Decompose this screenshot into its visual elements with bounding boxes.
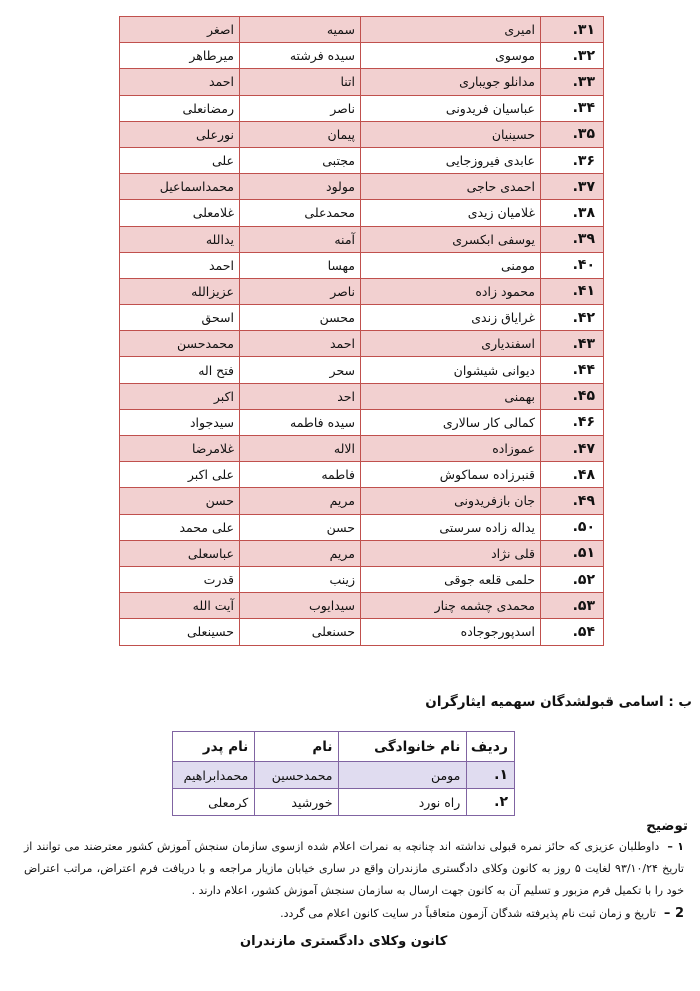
last-name-cell: عابدی فیروزجایی [361, 147, 541, 173]
father-name-cell: محمدحسن [120, 331, 240, 357]
table-row [120, 436, 604, 462]
last-name-cell: احمدی حاجی [361, 174, 541, 200]
first-name-cell: فاطمه [240, 462, 361, 488]
father-name-cell: عباسعلی [120, 540, 240, 566]
row-number: ۳۲. [541, 43, 604, 69]
last-name-cell: اسفندیاری [361, 331, 541, 357]
row-number: ۵۳. [541, 593, 604, 619]
last-name-cell: دیوانی شیشوان [361, 357, 541, 383]
table-row [120, 17, 604, 43]
father-name-cell: حسن [120, 488, 240, 514]
table-row [120, 540, 604, 566]
note-item [24, 836, 684, 902]
first-name-cell: سیده فاطمه [240, 409, 361, 435]
row-number: ۳۳. [541, 69, 604, 95]
note-item [24, 903, 684, 925]
note-marker: ۱ – [667, 840, 684, 853]
first-name-cell: ناصر [240, 95, 361, 121]
father-name-cell: میرطاهر [120, 43, 240, 69]
row-number: ۵۲. [541, 566, 604, 592]
table-row [120, 383, 604, 409]
last-name-cell: موسوی [361, 43, 541, 69]
father-name-cell: اصغر [120, 17, 240, 43]
first-name-cell: الاله [240, 436, 361, 462]
father-name-cell: اسحق [120, 305, 240, 331]
table-row [120, 357, 604, 383]
father-name-cell: علی اکبر [120, 462, 240, 488]
row-number: ۱. [467, 762, 515, 789]
table-row [120, 488, 604, 514]
row-number: ۴۰. [541, 252, 604, 278]
row-number: ۳۵. [541, 121, 604, 147]
accepted-list-table [119, 16, 604, 646]
row-number: ۳۹. [541, 226, 604, 252]
row-number: ۳۶. [541, 147, 604, 173]
last-name-cell: حسینیان [361, 121, 541, 147]
last-name-cell: غلامیان زیدی [361, 200, 541, 226]
row-number: ۵۴. [541, 619, 604, 645]
table-row [120, 566, 604, 592]
row-number: ۴۶. [541, 409, 604, 435]
header-father-name: نام پدر [173, 732, 255, 762]
note-text: تاریخ و زمان ثبت نام پذیرفته شدگان آزمون متعاقباً در سایت کانون اعلام می گردد. [280, 907, 656, 920]
row-number: ۴۴. [541, 357, 604, 383]
father-name-cell: احمد [120, 69, 240, 95]
father-name-cell: عزیزالله [120, 278, 240, 304]
father-name-cell: سیدجواد [120, 409, 240, 435]
notes-title: توضیح [646, 818, 688, 834]
first-name-cell: احمد [240, 331, 361, 357]
table-row [120, 200, 604, 226]
table-row [120, 43, 604, 69]
last-name-cell: راه نورد [339, 789, 467, 816]
table-row [120, 462, 604, 488]
row-number: ۵۰. [541, 514, 604, 540]
row-number: ۳۸. [541, 200, 604, 226]
last-name-cell: مومنی [361, 252, 541, 278]
table-row [120, 619, 604, 645]
row-number: ۴۸. [541, 462, 604, 488]
first-name-cell: حسن [240, 514, 361, 540]
table-row [120, 174, 604, 200]
first-name-cell: سحر [240, 357, 361, 383]
father-name-cell: محمدابراهیم [173, 762, 255, 789]
last-name-cell: بهمنی [361, 383, 541, 409]
last-name-cell: اسدپورجوجاده [361, 619, 541, 645]
father-name-cell: محمداسماعیل [120, 174, 240, 200]
table-row [120, 69, 604, 95]
last-name-cell: یداله زاده سرستی [361, 514, 541, 540]
first-name-cell: مجتبی [240, 147, 361, 173]
signature: کانون وکلای دادگستری مازندران [240, 934, 448, 949]
first-name-cell: ناصر [240, 278, 361, 304]
row-number: ۲. [467, 789, 515, 816]
last-name-cell: قلی نژاد [361, 540, 541, 566]
header-last-name: نام خانوادگی [339, 732, 467, 762]
note-text: داوطلبان عزیزی که حائز نمره قبولی نداشته اند چنانچه به نمرات اعلام شده ازسوی سازمان سنجش آموزش کشور معترضند می توانند از تاریخ ۹۳/۱۰/۲۴ لغایت ۵ روز به کانون وکلای دادگستری مازندران واقع در ساری خیابان مازیار مراجعه و با دریافت فرم اعتراض، مراتب اعتراض خود را با تکمیل فرم مزبور و تسلیم آن به کانون جهت ارسال به سازمان سنجش آموزش کشور، اعلام دارند . [24, 840, 684, 897]
last-name-cell: جان بازفریدونی [361, 488, 541, 514]
note-marker: 2 – [663, 906, 684, 921]
table-header-row [173, 732, 515, 762]
first-name-cell: زینب [240, 566, 361, 592]
table-row [120, 95, 604, 121]
last-name-cell: عباسیان فریدونی [361, 95, 541, 121]
first-name-cell: مهسا [240, 252, 361, 278]
last-name-cell: کمالی کار سالاری [361, 409, 541, 435]
first-name-cell: مولود [240, 174, 361, 200]
table-row [173, 789, 515, 816]
father-name-cell: علی محمد [120, 514, 240, 540]
last-name-cell: مدانلو جویباری [361, 69, 541, 95]
last-name-cell: غرایاق زندی [361, 305, 541, 331]
table-row [120, 147, 604, 173]
first-name-cell: احد [240, 383, 361, 409]
last-name-cell: محمود زاده [361, 278, 541, 304]
last-name-cell: مومن [339, 762, 467, 789]
father-name-cell: علی [120, 147, 240, 173]
father-name-cell: غلامرضا [120, 436, 240, 462]
first-name-cell: مریم [240, 540, 361, 566]
last-name-cell: امیری [361, 17, 541, 43]
table-row [120, 252, 604, 278]
isargaran-table [172, 731, 515, 816]
table-row [120, 121, 604, 147]
row-number: ۴۳. [541, 331, 604, 357]
first-name-cell: مریم [240, 488, 361, 514]
table-row [173, 762, 515, 789]
last-name-cell: حلمی قلعه جوقی [361, 566, 541, 592]
row-number: ۵۱. [541, 540, 604, 566]
header-first-name: نام [255, 732, 339, 762]
father-name-cell: آیت الله [120, 593, 240, 619]
table-row [120, 593, 604, 619]
last-name-cell: قنبرزاده سماکوش [361, 462, 541, 488]
father-name-cell: یدالله [120, 226, 240, 252]
table-row [120, 305, 604, 331]
first-name-cell: محمدعلی [240, 200, 361, 226]
first-name-cell: آمنه [240, 226, 361, 252]
father-name-cell: اکبر [120, 383, 240, 409]
table-row [120, 514, 604, 540]
first-name-cell: سیده فرشته [240, 43, 361, 69]
first-name-cell: سمیه [240, 17, 361, 43]
row-number: ۳۷. [541, 174, 604, 200]
row-number: ۴۹. [541, 488, 604, 514]
section-b-title: ب : اسامی قبولشدگان سهمیه ایثارگران [425, 694, 692, 710]
row-number: ۳۱. [541, 17, 604, 43]
father-name-cell: حسینعلی [120, 619, 240, 645]
first-name-cell: حسنعلی [240, 619, 361, 645]
row-number: ۳۴. [541, 95, 604, 121]
father-name-cell: غلامعلی [120, 200, 240, 226]
row-number: ۴۵. [541, 383, 604, 409]
header-row-number: ردیف [467, 732, 515, 762]
row-number: ۴۲. [541, 305, 604, 331]
table-row [120, 226, 604, 252]
first-name-cell: اتنا [240, 69, 361, 95]
father-name-cell: نورعلی [120, 121, 240, 147]
father-name-cell: رمضانعلی [120, 95, 240, 121]
last-name-cell: عموزاده [361, 436, 541, 462]
first-name-cell: سیدایوب [240, 593, 361, 619]
row-number: ۴۷. [541, 436, 604, 462]
table-row [120, 409, 604, 435]
last-name-cell: محمدی چشمه چنار [361, 593, 541, 619]
table-row [120, 331, 604, 357]
first-name-cell: خورشید [255, 789, 339, 816]
table-row [120, 278, 604, 304]
first-name-cell: محمدحسین [255, 762, 339, 789]
father-name-cell: کرمعلی [173, 789, 255, 816]
first-name-cell: محسن [240, 305, 361, 331]
father-name-cell: احمد [120, 252, 240, 278]
row-number: ۴۱. [541, 278, 604, 304]
father-name-cell: فتح اله [120, 357, 240, 383]
father-name-cell: قدرت [120, 566, 240, 592]
last-name-cell: یوسفی ابکسری [361, 226, 541, 252]
first-name-cell: پیمان [240, 121, 361, 147]
